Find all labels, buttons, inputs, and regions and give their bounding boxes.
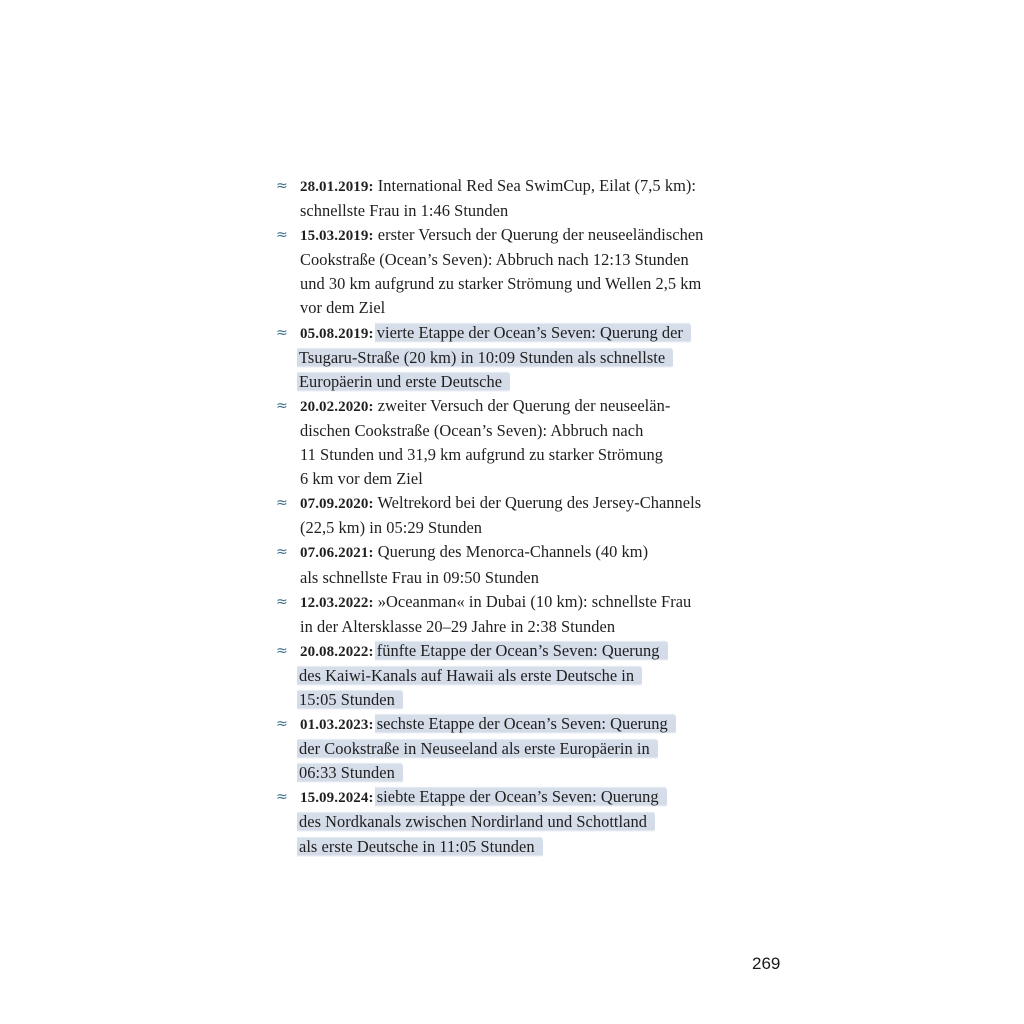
entry-line	[300, 248, 746, 272]
wave-bullet-icon: ≈	[276, 495, 288, 512]
timeline-entry	[276, 785, 746, 858]
entry-line	[300, 346, 746, 370]
highlighted-text: 06:33 Stunden	[297, 761, 403, 784]
highlighted-text: 15:05 Stunden	[297, 688, 403, 711]
entry-text: vor dem Ziel	[300, 298, 386, 318]
entry-line	[300, 516, 746, 540]
timeline-list	[276, 174, 746, 859]
entry-date: 07.09.2020:	[300, 496, 374, 513]
highlighted-text: sechste Etappe der Ocean’s Seven: Querung	[375, 712, 676, 735]
entry-text: und 30 km aufgrund zu starker Strömung und Wellen 2,5 km	[300, 274, 702, 294]
entry-line	[300, 810, 746, 834]
entry-line	[300, 566, 746, 590]
timeline-entry	[276, 491, 746, 540]
entry-line	[300, 370, 746, 394]
entry-line	[300, 491, 746, 516]
entry-text: 11 Stunden und 31,9 km aufgrund zu starker Strömung	[300, 445, 663, 465]
entry-line	[300, 199, 746, 223]
entry-line	[300, 443, 746, 467]
entry-text: Querung des Menorca-Channels (40 km)	[373, 542, 649, 562]
highlighted-text: fünfte Etappe der Ocean’s Seven: Querung	[375, 639, 668, 662]
entry-date: 12.03.2022:	[300, 594, 374, 611]
wave-bullet-icon: ≈	[276, 642, 288, 659]
page-number: 269	[752, 954, 781, 973]
entry-text: dischen Cookstraße (Ocean’s Seven): Abbruch nach	[300, 420, 644, 440]
entry-line	[300, 223, 746, 248]
entry-date: 20.02.2020:	[300, 398, 374, 415]
wave-bullet-icon: ≈	[276, 324, 288, 341]
entry-line	[300, 615, 746, 639]
entry-text: zweiter Versuch der Querung der neuseelän-	[373, 395, 671, 415]
timeline-entry	[276, 639, 746, 712]
wave-bullet-icon: ≈	[276, 716, 288, 733]
timeline-entry	[276, 223, 746, 320]
entry-text: 6 km vor dem Ziel	[300, 469, 423, 489]
entry-line	[300, 321, 746, 346]
entry-text: International Red Sea SwimCup, Eilat (7,5 km):	[373, 176, 696, 195]
entry-line	[300, 664, 746, 688]
entry-date: 01.03.2023:	[300, 717, 374, 734]
entry-line	[300, 174, 746, 199]
wave-bullet-icon: ≈	[276, 397, 288, 414]
timeline-entry	[276, 540, 746, 589]
highlighted-text: als erste Deutsche in 11:05 Stunden	[297, 835, 543, 858]
entry-line	[300, 272, 746, 296]
highlighted-text: Europäerin und erste Deutsche	[297, 370, 510, 393]
entry-line	[300, 296, 746, 320]
timeline-entry	[276, 321, 746, 394]
highlighted-text: siebte Etappe der Ocean’s Seven: Querung	[375, 785, 667, 808]
entry-text: Weltrekord bei der Querung des Jersey-Channels	[373, 493, 702, 513]
timeline-entry	[276, 174, 746, 223]
entry-line	[300, 590, 746, 615]
entry-text: (22,5 km) in 05:29 Stunden	[300, 518, 483, 538]
entry-line	[300, 467, 746, 491]
entry-text: schnellste Frau in 1:46 Stunden	[300, 201, 509, 221]
entry-line	[300, 835, 746, 859]
entry-line	[300, 394, 746, 419]
wave-bullet-icon: ≈	[276, 227, 288, 244]
entry-line	[300, 785, 746, 810]
entry-line	[300, 419, 746, 443]
wave-bullet-icon: ≈	[276, 789, 288, 806]
highlighted-text: Tsugaru-Straße (20 km) in 10:09 Stunden als schnellste	[297, 346, 673, 369]
timeline-entry	[276, 394, 746, 491]
wave-bullet-icon: ≈	[276, 593, 288, 610]
highlighted-text: des Nordkanals zwischen Nordirland und Schottland	[297, 810, 655, 833]
highlighted-text: vierte Etappe der Ocean’s Seven: Querung der	[375, 321, 691, 344]
timeline-entry	[276, 590, 746, 639]
entry-date: 28.01.2019:	[300, 179, 374, 195]
wave-bullet-icon: ≈	[276, 178, 288, 194]
highlighted-text: der Cookstraße in Neuseeland als erste Europäerin in	[297, 737, 658, 760]
entry-text: als schnellste Frau in 09:50 Stunden	[300, 567, 539, 587]
entry-date: 15.03.2019:	[300, 228, 374, 245]
entry-date: 15.09.2024:	[300, 790, 374, 807]
highlighted-text: des Kaiwi-Kanals auf Hawaii als erste Deutsche in	[297, 664, 642, 687]
entry-line	[300, 737, 746, 761]
entry-line	[300, 688, 746, 712]
entry-line	[300, 639, 746, 664]
entry-text: »Oceanman« in Dubai (10 km): schnellste Frau	[373, 591, 692, 611]
entry-line	[300, 712, 746, 737]
wave-bullet-icon: ≈	[276, 544, 288, 561]
entry-text: erster Versuch der Querung der neuseeländischen	[373, 225, 704, 245]
entry-date: 20.08.2022:	[300, 643, 374, 660]
entry-text: in der Altersklasse 20–29 Jahre in 2:38 Stunden	[300, 616, 616, 636]
timeline-entry	[276, 712, 746, 785]
entry-line	[300, 540, 746, 565]
entry-date: 07.06.2021:	[300, 545, 374, 562]
entry-text: Cookstraße (Ocean’s Seven): Abbruch nach 12:13 Stunden	[300, 250, 689, 270]
entry-line	[300, 761, 746, 785]
entry-date: 05.08.2019:	[300, 325, 374, 342]
